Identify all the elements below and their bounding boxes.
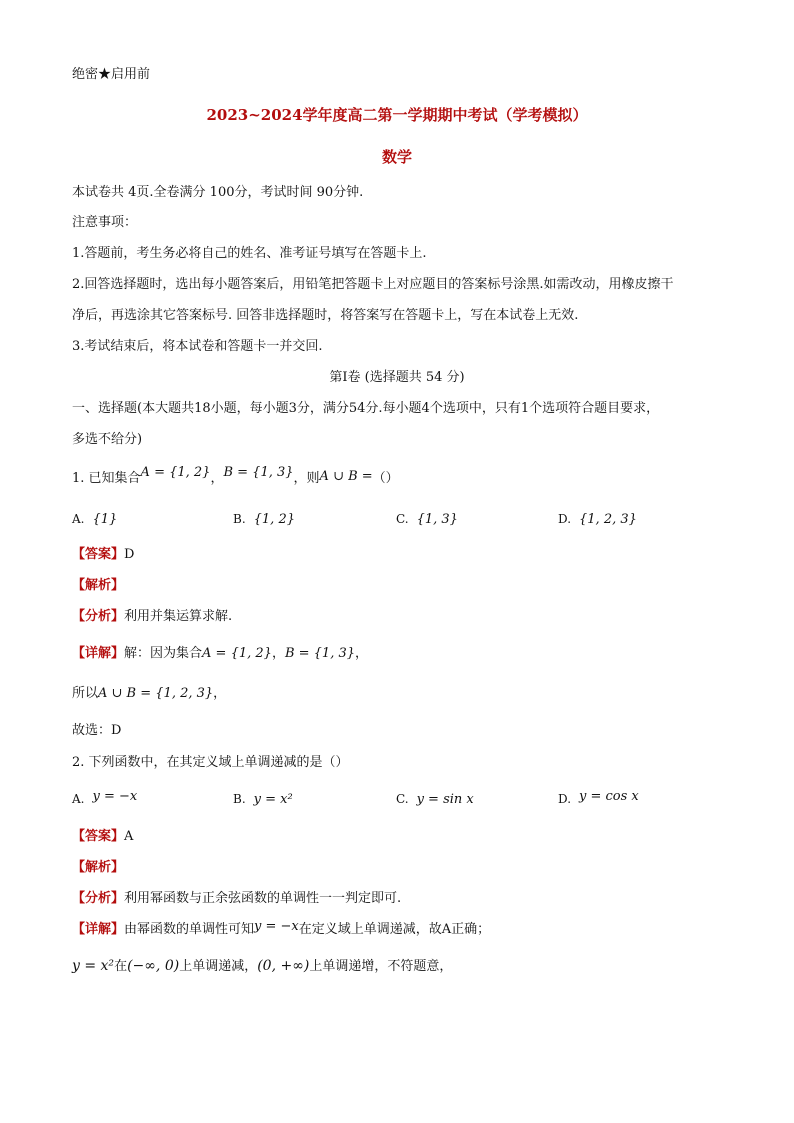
q1-so-end: ， [213,686,227,701]
q2-answer [72,828,133,846]
notes-title: 注意事项： [72,215,138,230]
q2-line2-b: 上单调递减， [179,959,258,974]
q1-detail-tag: 【详解】 [72,646,125,661]
q1-choose: 故选：D [72,723,122,738]
q1-so-expression: A ∪ B = {1, 2, 3} [98,686,214,701]
q2-detail [72,921,490,939]
q2-detail-tag: 【详解】 [72,922,125,937]
q1-option-d-label: D. [558,512,572,526]
q2-option-d [558,790,639,809]
q2-option-a [72,790,137,809]
q1-option-c-value: {1, 3} [416,512,458,527]
q1-option-c-label: C. [396,512,409,526]
q2-detail-line-2 [72,957,452,976]
q1-answer [72,546,134,564]
q1-option-b-label: B. [233,512,246,526]
q1-detail-prefix: 解：因为集合 [124,646,203,661]
q1-option-d [558,510,637,529]
subject-title: 数学 [381,148,412,166]
exam-title: 2023~2024学年度高二第一学期期中考试（学考模拟） [206,106,588,124]
q2-option-a-value: y = −x [92,789,138,804]
q1-stem-prefix: 1. 已知集合 [72,471,141,486]
q1-option-a-value: {1} [92,512,118,527]
q2-option-b-label: B. [233,792,246,806]
section-instructions-line-2: 多选不给分) [72,432,143,447]
q2-answer-tag: 【答案】 [72,829,125,844]
q2-option-b [233,790,293,809]
section-instructions-line-1: 一、选择题(本大题共18小题，每小题3分，满分54分.每小题4个选项中，只有1个选项符合题目要求， [72,401,660,416]
part1-title: 第Ⅰ卷 (选择题共 54 分) [329,370,465,385]
question-2-stem: 2. 下列函数中，在其定义域上单调递减的是（） [72,755,349,770]
q2-option-c-value: y = sin x [416,792,474,807]
q2-line2-a: 在 [114,959,128,974]
q1-analysis-tag: 【解析】 [72,578,125,593]
q1-separator: ， [210,471,224,486]
q1-fenxi [72,608,232,626]
note-2-line-1: 2.回答选择题时，选出每小题答案后，用铅笔把答题卡上对应题目的答案标号涂黑.如需改动，用橡皮擦干 [72,277,674,292]
q1-option-a [72,510,117,529]
exam-info: 本试卷共 4页.全卷满分 100分，考试时间 90分钟. [72,185,364,200]
q1-expression: A ∪ B = [319,469,373,484]
q1-so-prefix: 所以 [72,686,99,701]
q2-option-d-value: y = cos x [579,789,639,804]
q1-detail-sep: ， [271,646,285,661]
q2-option-c [396,790,474,809]
q1-paren: （） [372,471,399,486]
q1-detail-end: ， [355,646,369,661]
q2-answer-value: A [124,829,134,844]
q2-option-c-label: C. [396,792,409,806]
confidential-label: 绝密★启用前 [72,67,151,82]
q1-option-d-value: {1, 2, 3} [579,512,637,527]
q1-fenxi-tag: 【分析】 [72,609,125,624]
q1-detail [72,645,368,663]
q1-option-b-value: {1, 2} [253,512,295,527]
q2-detail-expression: y = −x [254,919,299,934]
q1-stem-suffix: ，则 [293,471,320,486]
q2-analysis [72,859,124,877]
q2-detail-prefix: 由幂函数的单调性可知 [124,922,255,937]
q1-detail-set-a: A = {1, 2} [202,646,272,661]
q2-fenxi-tag: 【分析】 [72,891,125,906]
question-1-stem [72,465,399,488]
q2-line2-interval-1: (−∞, 0) [127,958,180,974]
q1-set-a: A = {1, 2} [140,465,211,480]
q1-option-c [396,510,458,529]
q2-detail-suffix: 在定义域上单调递减，故A正确； [298,922,491,937]
q1-answer-tag: 【答案】 [72,547,125,562]
q2-line2-expression: y = x² [72,958,115,974]
note-3: 3.考试结束后，将本试卷和答题卡一并交回. [72,339,323,354]
q1-detail-set-b: B = {1, 3} [284,646,356,661]
q1-option-a-label: A. [72,512,85,526]
q2-fenxi [72,890,401,908]
q2-option-b-value: y = x² [253,792,293,807]
q2-option-a-label: A. [72,792,85,806]
q1-fenxi-text: 利用并集运算求解. [124,609,233,624]
q2-line2-c: 上单调递增，不符题意， [309,959,453,974]
q2-line2-interval-2: (0, +∞) [257,958,310,974]
q2-fenxi-text: 利用幂函数与正余弦函数的单调性一一判定即可. [124,891,402,906]
q1-answer-value: D [124,547,135,562]
note-1: 1.答题前，考生务必将自己的姓名、准考证号填写在答题卡上. [72,246,427,261]
q2-option-d-label: D. [558,792,572,806]
q1-analysis [72,577,124,595]
q1-option-b [233,510,295,529]
q1-conclusion [72,685,226,703]
q1-set-b: B = {1, 3} [223,465,294,480]
note-2-line-2: 净后，再选涂其它答案标号. 回答非选择题时，将答案写在答题卡上，写在本试卷上无效. [72,308,579,323]
q2-analysis-tag: 【解析】 [72,860,125,875]
